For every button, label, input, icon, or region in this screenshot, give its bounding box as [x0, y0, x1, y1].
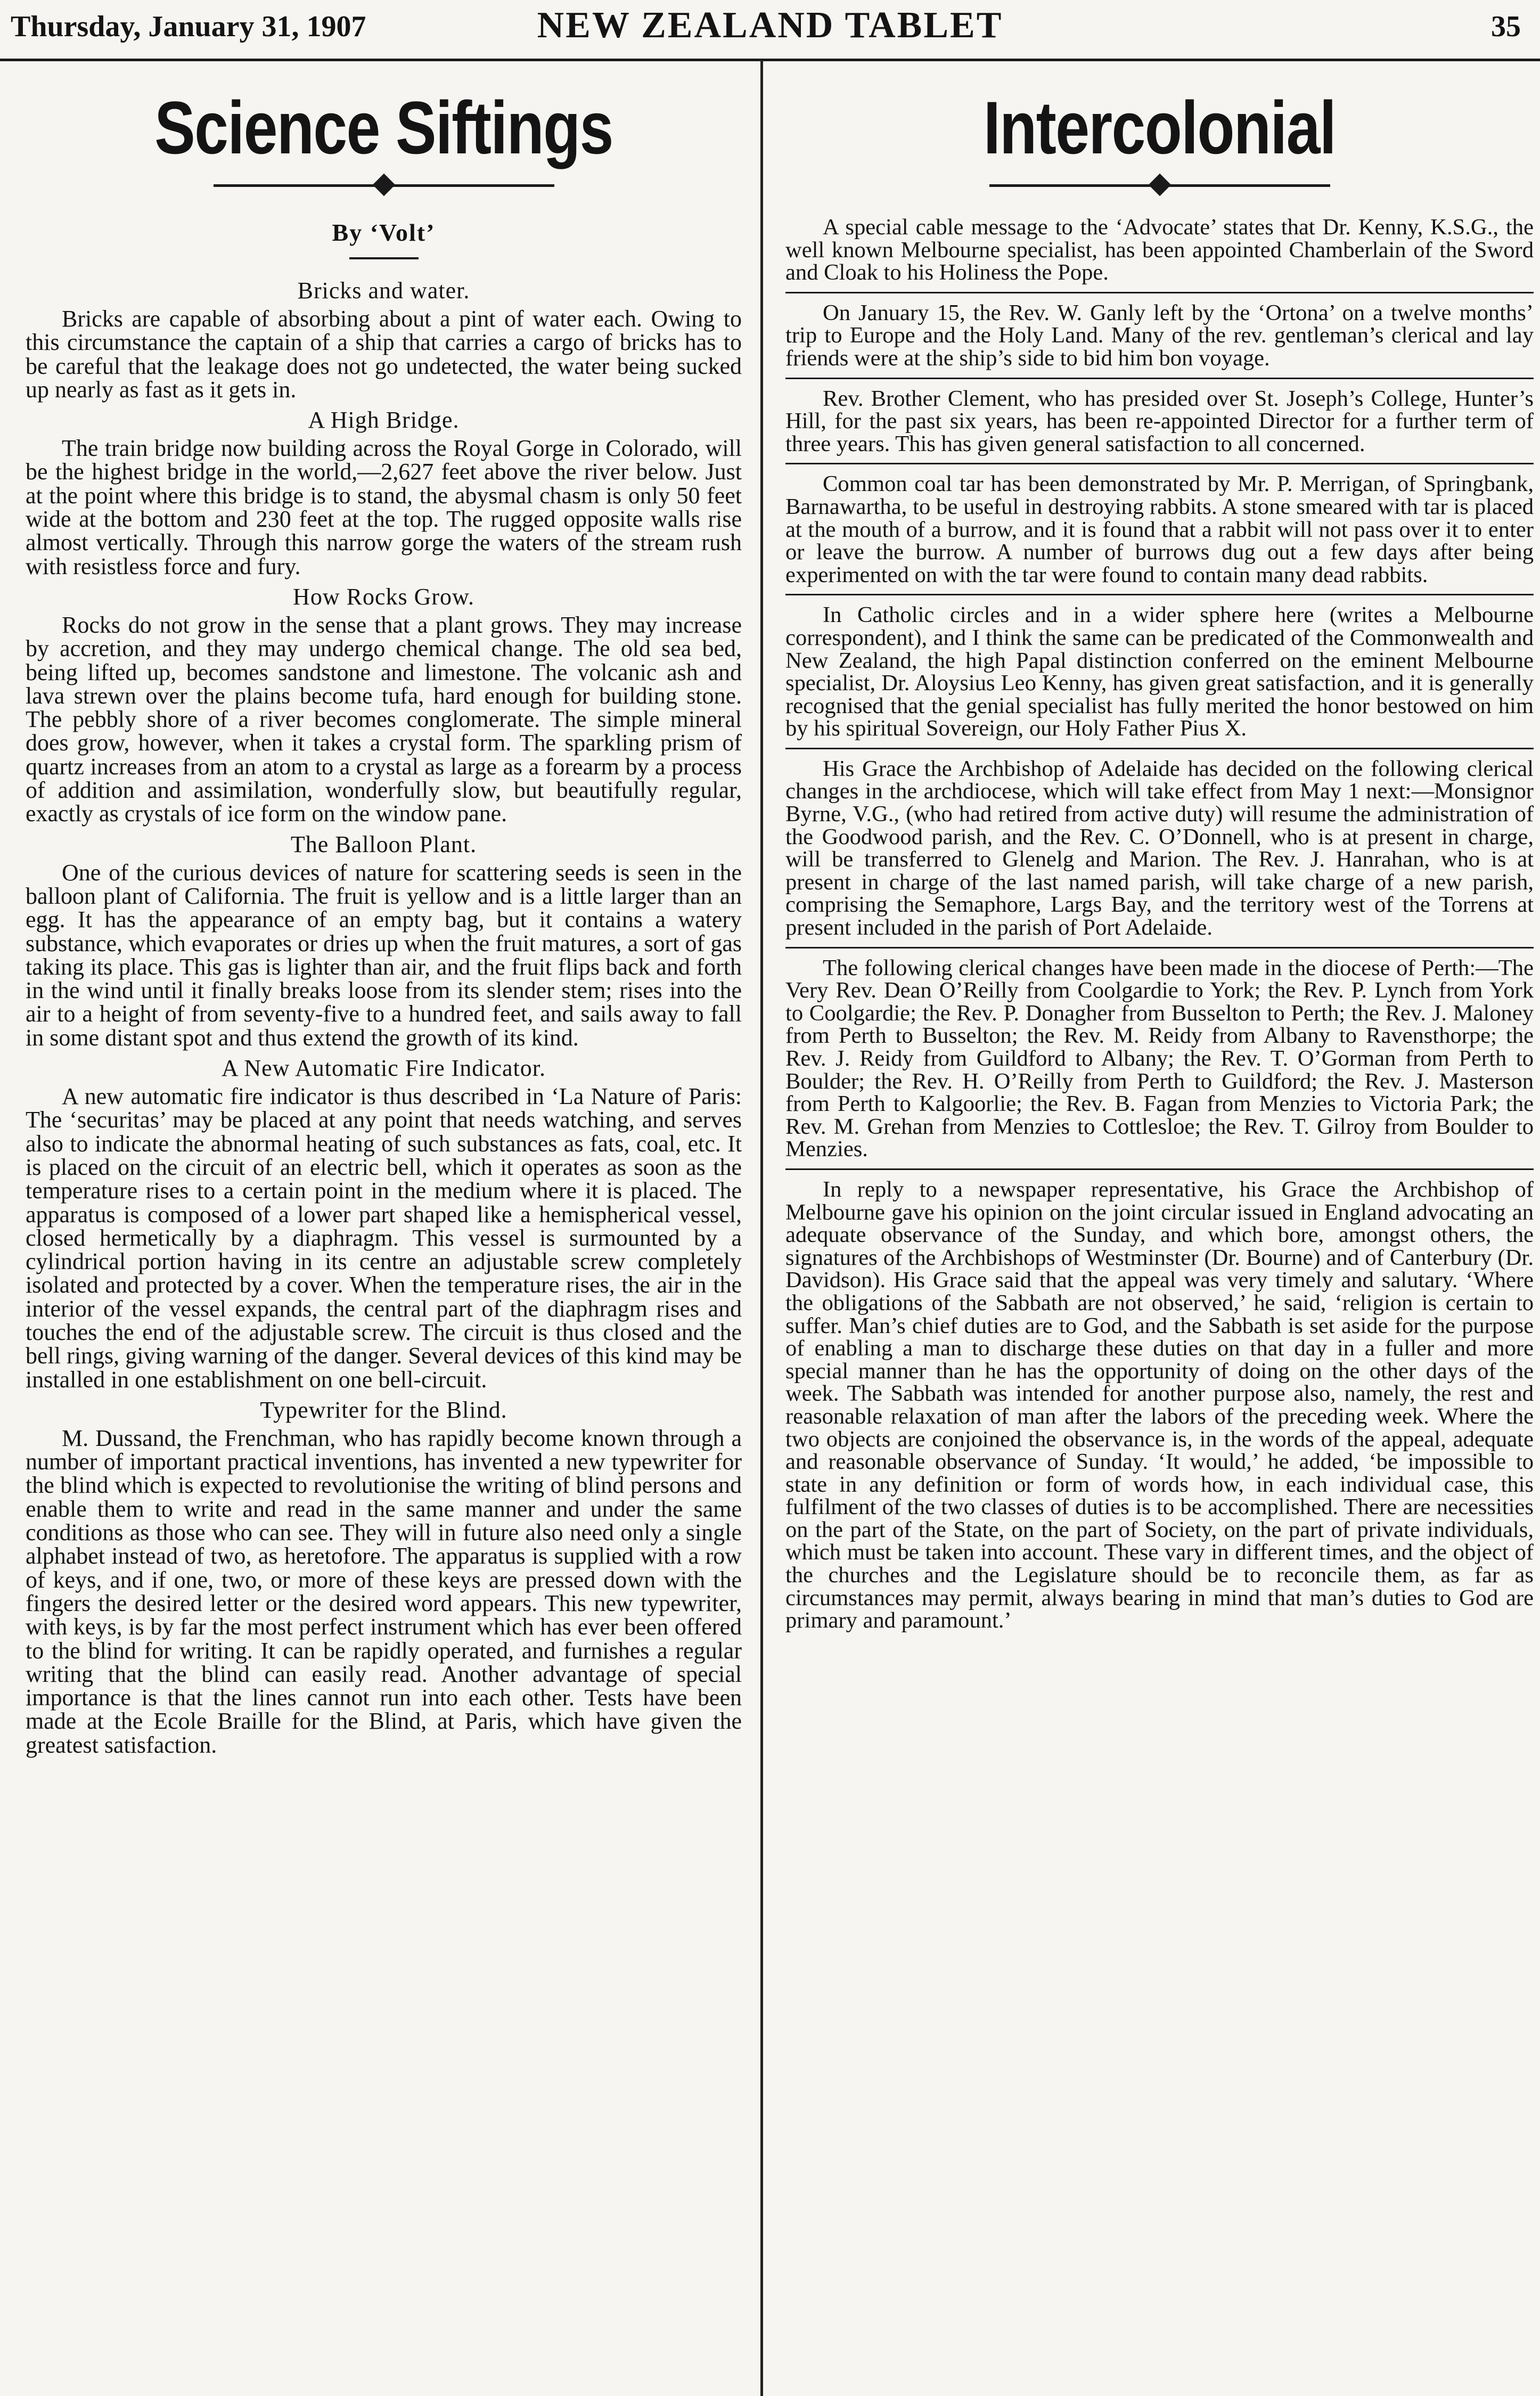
news-item: In reply to a newspaper representative, his Grace the Archbishop of Melbourne gave his opinion on the joint circular issued in England advocating an adequate observance of the Sunday, and which bore, amongst others, the signatures of the Archbishops of Westminster (Dr. Bourne) and of Canterbury (Dr. Davidson). His Grace said that the appeal was very timely and salutary. ‘Where the obligations of the Sabbath are not observed,’ he said, ‘religion is certain to suffer. Man’s chief duties are to God, and the Sabbath is set aside for the purpose of enabling a man to discharge these duties on that day in a fuller and more special manner than he has the opportunity of doing on the other days of the week. The Sabbath was intended for another purpose also, namely, the rest and reasonable relaxation of man after the labors of the preceding week. Where the two objects are conjoined the observance is, in the words of the appeal, adequate and reasonable observance of Sunday. ‘It would,’ he added, ‘be impossible to state in any definition or form of words how, in each individual case, this fulfilment of the two classes of duties is to be accomplished. There are necessities on the part of the State, on the part of Society, on the part of private individuals, which must be taken into account. These vary in different times, and the object of the churches and the Legislature should be to reconcile them, as far as circumstances may permit, always bearing in mind that man’s duties to God are primary and paramount.’	[785, 1176, 1534, 1633]
intercolonial-column	[785, 69, 1534, 1633]
issue-date: Thursday, January 31, 1907	[11, 10, 366, 43]
news-item: Rev. Brother Clement, who has presided over St. Joseph’s College, Hunter’s Hill, for the past six years, has been re-appointed Director for a further term of three years. This has given general satisfaction to all concerned.	[785, 386, 1534, 456]
article-bricks	[26, 275, 742, 402]
diamond-ornament-icon	[1148, 174, 1170, 196]
news-item: A special cable message to the ‘Advocate’ states that Dr. Kenny, K.S.G., the well known Melbourne specialist, has been appointed Chamberlain of the Sword and Cloak to his Holiness the Pope.	[785, 215, 1534, 285]
item-separator	[785, 748, 1534, 749]
item-separator	[785, 1168, 1534, 1170]
article-balloon-plant	[26, 829, 742, 1050]
article-heading: A New Automatic Fire Indicator.	[222, 1055, 546, 1082]
diamond-ornament-icon	[372, 174, 395, 196]
article-paragraph: One of the curious devices of nature for scattering seeds is seen in the balloon plant of California. The fruit is yellow and is a little larger than an egg. It has the appearance of an empty bag, but it contains a watery substance, which evaporates or dries up when the fruit matures, a sort of gas taking its place. This gas is lighter than air, and the fruit flips back and forth in the wind until it finally breaks loose from its slender stem; rises into the air to a height of from seventy-five to a hundred feet, and sails away to fall in some distant spot and thus extend the growth of its kind.	[26, 859, 742, 1051]
title-ornament-rule	[214, 175, 554, 196]
article-typewriter-blind	[26, 1395, 742, 1757]
title-ornament-rule	[989, 175, 1330, 196]
section-title-science-siftings: Science Siftings	[154, 86, 613, 169]
news-item: In Catholic circles and in a wider sphere here (writes a Melbourne correspondent), and I think the same can be predicated of the Commonwealth and New Zealand, the high Papal distinction conferred on the eminent Melbourne specialist, Dr. Aloysius Leo Kenny, has given great satisfaction, and it is generally recognised that the genial specialist has fully merited the honor bestowed on him by his spiritual Sovereign, our Holy Father Pius X.	[785, 602, 1534, 741]
article-heading: How Rocks Grow.	[293, 583, 474, 610]
article-paragraph: Bricks are capable of absorbing about a pint of water each. Owing to this circumstance the captain of a ship that carries a cargo of bricks has to be careful that the leakage does not go undetected, the water being sucked up nearly as fast as it gets in.	[26, 306, 742, 403]
news-item: The following clerical changes have been made in the diocese of Perth:—The Very Rev. Dean O’Reilly from Coolgardie to York; the Rev. P. Lynch from York to Coolgardie; the Rev. P. Donagher from Busselton to Perth; the Rev. J. Maloney from Perth to Busselton; the Rev. M. Reidy from Albany to Ravensthorpe; the Rev. J. Reidy from Guildford to Albany; the Rev. T. O’Gorman from Perth to Boulder; the Rev. H. O’Reilly from Perth to Guildford; the Rev. J. Masterson from Perth to Kalgoorlie; the Rev. B. Fagan from Menzies to Victoria Park; the Rev. M. Grehan from Menzies to Cottlesloe; the Rev. T. Gilroy from Boulder to Menzies.	[785, 955, 1534, 1162]
item-separator	[785, 292, 1534, 293]
article-high-bridge	[26, 405, 742, 578]
article-heading: Bricks and water.	[297, 277, 470, 304]
article-rocks-grow	[26, 582, 742, 826]
article-paragraph: A new automatic fire indicator is thus described in ‘La Nature of Paris: The ‘securitas’ may be placed at any point that needs watching, and serves also to indicate the abnormal heating of such substances as fats, coal, etc. It is placed on the circuit of an electric bell, which it operates as soon as the temperature rises to a certain point in the medium where it is placed. The apparatus is composed of a lower part shaped like a hemispherical vessel, closed hermetically by a diaphragm. This vessel is surmounted by a cylindrical portion having in its centre an adjustable screw completely isolated and protected by a cover. When the temperature rises, the air in the interior of the vessel expands, the central part of the diaphragm rises and touches the end of the adjustable screw. The circuit is thus closed and the bell rings, giving warning of the danger. Several devices of this kind may be installed in one establishment on one bell-circuit.	[26, 1083, 742, 1393]
page-number: 35	[1491, 10, 1521, 43]
news-item: His Grace the Archbishop of Adelaide has decided on the following clerical changes in the archdiocese, which will take effect from May 1 next:—Monsignor Byrne, V.G., (who had retired from active duty) will resume the administration of the Goodwood parish, and the Rev. C. O’Donnell, who is at present in charge, will be transferred to Glenelg and Marion. The Rev. J. Hanrahan, who is at present in charge of the last named parish, will take charge of a new parish, comprising the Semaphore, Largs Bay, and the territory west of the Torrens at present included in the parish of Port Adelaide.	[785, 756, 1534, 941]
article-heading: Typewriter for the Blind.	[260, 1396, 507, 1423]
item-separator	[785, 463, 1534, 464]
byline: By ‘Volt’	[332, 219, 436, 246]
item-separator	[785, 947, 1534, 948]
byline-rule	[349, 257, 419, 259]
article-fire-indicator	[26, 1053, 742, 1392]
item-separator	[785, 594, 1534, 595]
article-paragraph: M. Dussand, the Frenchman, who has rapidly become known through a number of important practical inventions, has invented a new typewriter for the blind which is expected to revolutionise the writing of blind persons and enable them to write and read in the same manner and under the same conditions as those who can see. They will in future also need only a single alphabet instead of two, as heretofore. The apparatus is supplied with a row of keys, and if one, two, or more of these keys are pressed down with the fingers the desired letter or the desired word appears. This new typewriter, with keys, is by far the most perfect instrument which has ever been offered to the blind for writing. It can be rapidly operated, and furnishes a regular writing that the blind can easily read. Another advantage of special importance is that the lines cannot run into each other. Tests have been made at the Ecole Braille for the Blind, at Paris, which have given the greatest satisfaction.	[26, 1425, 742, 1758]
article-heading: A High Bridge.	[308, 407, 460, 434]
news-item: On January 15, the Rev. W. Ganly left by the ‘Ortona’ on a twelve months’ trip to Europe and the Holy Land. Many of the rev. gentleman’s clerical and lay friends were at the ship’s side to bid him bon voyage.	[785, 300, 1534, 371]
article-paragraph: Rocks do not grow in the sense that a plant grows. They may increase by accretion, and they may undergo chemical change. The old sea bed, being lifted up, becomes sandstone and limestone. The volcanic ash and lava strewn over the plains become tufa, hard enough for building stone. The pebbly shore of a river becomes conglomerate. The simple mineral does grow, however, when it takes a crystal form. The sparkling prism of quartz increases from an atom to a crystal as large as a forearm by a process of addition and assimilation, wonderfully slow, but beautifully regular, exactly as crystals of ice form on the window pane.	[26, 611, 742, 827]
newspaper-title: NEW ZEALAND TABLET	[537, 5, 1003, 46]
item-separator	[785, 378, 1534, 379]
running-head	[0, 0, 1540, 61]
section-title-intercolonial: Intercolonial	[983, 86, 1336, 169]
science-siftings-column	[26, 69, 742, 1757]
news-item: Common coal tar has been demonstrated by Mr. P. Merrigan, of Springbank, Barnawartha, to be useful in destroying rabbits. A stone smeared with tar is placed at the mouth of a burrow, and it is found that a rabbit will not pass over it to enter or leave the burrow. A number of burrows dug out a few days after being experimented on with the tar were found to contain many dead rabbits.	[785, 471, 1534, 587]
article-paragraph: The train bridge now building across the Royal Gorge in Colorado, will be the highest bridge in the world,—2,627 feet above the river below. Just at the point where this bridge is to stand, the abysmal chasm is only 50 feet wide at the bottom and 230 feet at the top. The rugged opposite walls rise almost vertically. Through this narrow gorge the waters of the stream rush with resistless force and fury.	[26, 435, 742, 579]
column-divider	[760, 60, 763, 2396]
spacer	[785, 201, 1534, 216]
article-heading: The Balloon Plant.	[290, 831, 477, 857]
